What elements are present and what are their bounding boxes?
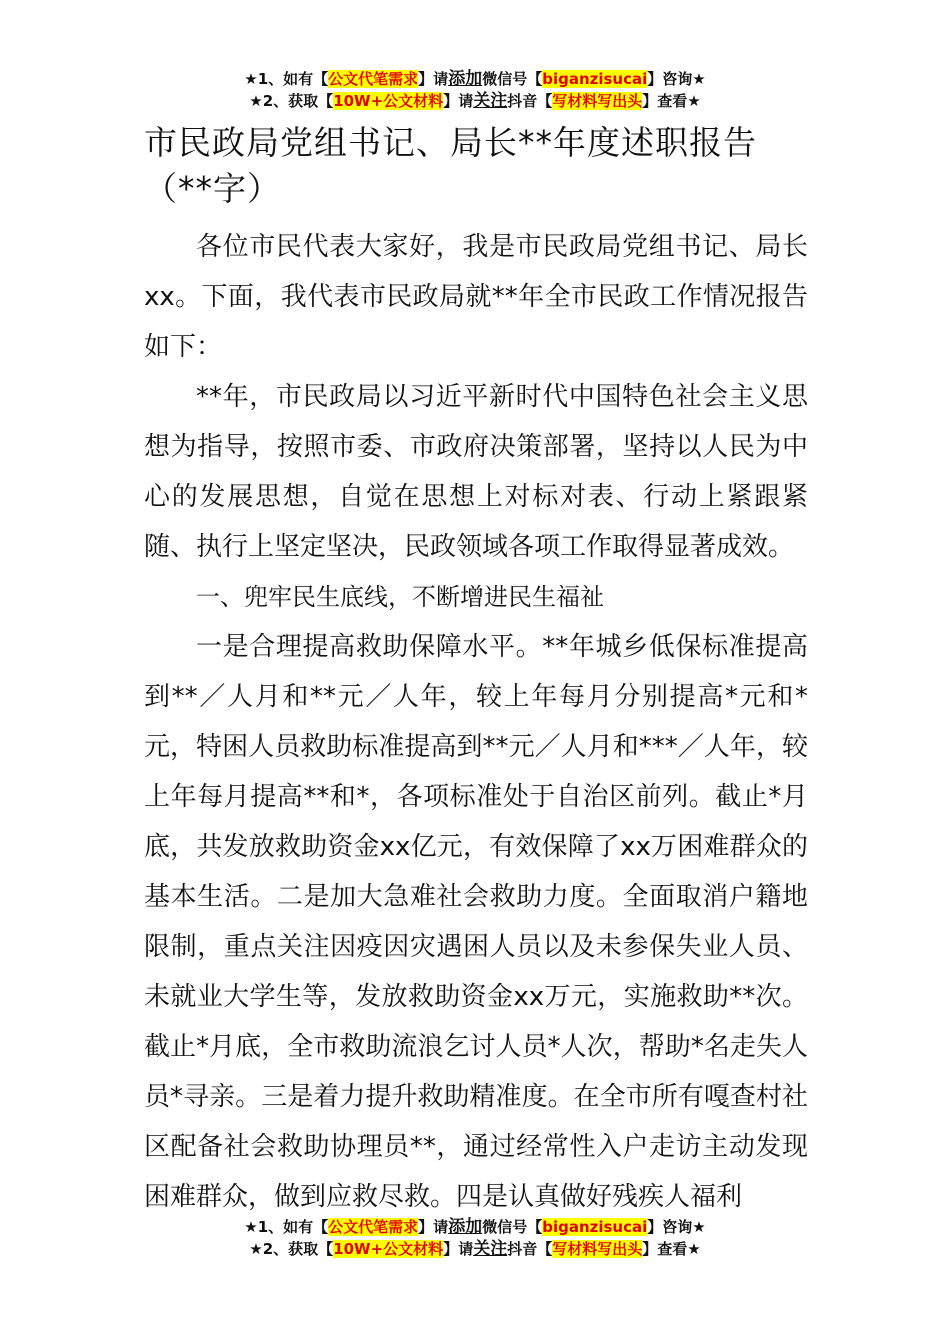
- banner-text: 】咨询★: [647, 1218, 706, 1236]
- highlight-text: 公文代笔需求: [328, 1218, 419, 1236]
- banner-text: 】请: [418, 70, 449, 88]
- banner-text: ★2、获取【: [249, 92, 334, 110]
- underlined-text: 添加: [448, 69, 483, 89]
- underlined-text: 添加: [448, 1217, 483, 1237]
- document-title: 市民政局党组书记、局长**年度述职报告（**字）: [144, 123, 757, 208]
- banner-text: 】查看★: [642, 1240, 701, 1258]
- highlight-text: biganzisucai: [542, 70, 648, 88]
- banner-text: 】咨询★: [647, 70, 706, 88]
- banner-text: 】请: [443, 92, 474, 110]
- paragraph-greeting: 各位市民代表大家好，我是市民政局党组书记、局长xx。下面，我代表市民政局就**年全市民政工作情况报告如下：: [144, 232, 808, 362]
- paragraph-section1: 一是合理提高救助保障水平。**年城乡低保标准提高到**／人月和**元／人年，较上年每月分别提高*元和*元，特困人员救助标准提高到**元／人月和***／人年，较上年每月提高**和*，各项标准处于自治区前列。截止*月底，共发放救助资金xx亿元，有效保障了xx万困难群众的基本生活。二是加大急难社会救助力度。全面取消户籍地限制，重点关注因疫因灾遇困人员以及未参保失业人员、未就业大学生等，发放救助资金xx万元，实施救助**次。截止*月底，全市救助流浪乞讨人员*人次，帮助*名走失人员*寻亲。三是着力提升救助精准度。在全市所有嘎查村社区配备社会救助协理员**，通过经常性入户走访主动发现困难群众，做到应救尽救。四是认真做好残疾人福利: [144, 632, 808, 1212]
- highlight-text: 10W+公文材料: [333, 92, 444, 110]
- banner-text: 】请: [418, 1218, 449, 1236]
- banner-text: 】查看★: [642, 92, 701, 110]
- highlight-text: 写材料写出头: [552, 92, 643, 110]
- banner-text: ★1、如有【: [244, 1218, 329, 1236]
- banner-line-2: [0, 1238, 950, 1260]
- banner-line-2: [0, 90, 950, 112]
- banner-line-1: [0, 1216, 950, 1238]
- underlined-text: 关注: [473, 1239, 508, 1259]
- bottom-promo-banner: [0, 1216, 950, 1260]
- highlight-text: 10W+公文材料: [333, 1240, 444, 1258]
- highlight-text: 写材料写出头: [552, 1240, 643, 1258]
- banner-text: 抖音【: [507, 1240, 553, 1258]
- banner-text: 微信号【: [482, 70, 543, 88]
- banner-text: 抖音【: [507, 92, 553, 110]
- banner-text: ★1、如有【: [244, 70, 329, 88]
- banner-text: 】请: [443, 1240, 474, 1258]
- section-heading: 一、兜牢民生底线，不断增进民生福祉: [196, 583, 604, 611]
- underlined-text: 关注: [473, 91, 508, 111]
- banner-text: ★2、获取【: [249, 1240, 334, 1258]
- banner-text: 微信号【: [482, 1218, 543, 1236]
- highlight-text: 公文代笔需求: [328, 70, 419, 88]
- top-promo-banner: [0, 68, 950, 112]
- banner-line-1: [0, 68, 950, 90]
- document-body: [144, 120, 808, 1222]
- highlight-text: biganzisucai: [542, 1218, 648, 1236]
- paragraph-overview: **年，市民政局以习近平新时代中国特色社会主义思想为指导，按照市委、市政府决策部署，坚持以人民为中心的发展思想，自觉在思想上对标对表、行动上紧跟紧随、执行上坚定坚决，民政领域各项工作取得显著成效。: [144, 382, 808, 562]
